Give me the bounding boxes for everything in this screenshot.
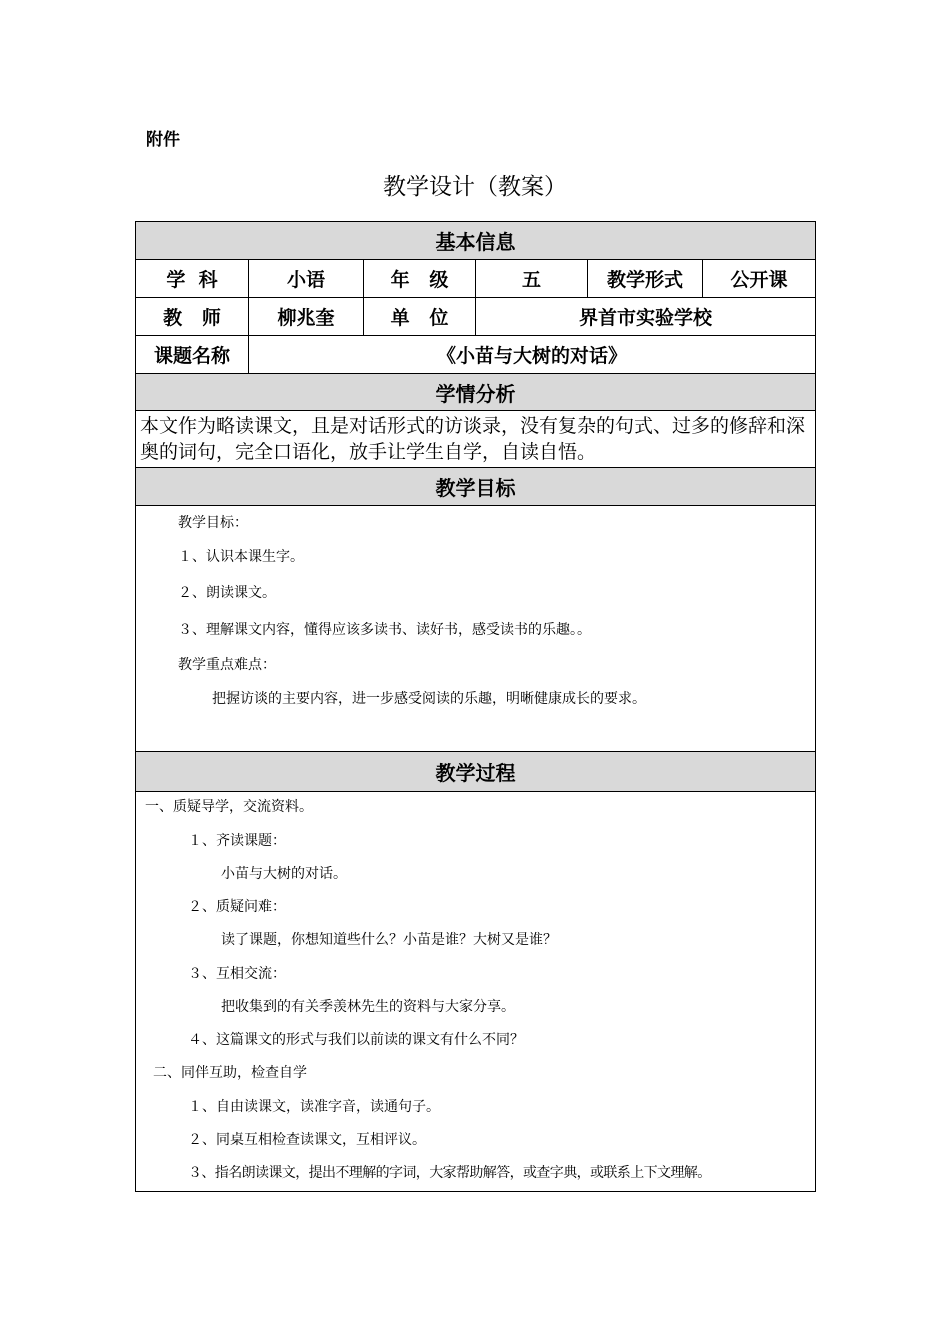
- process-header-row: [136, 752, 816, 792]
- process-line: 把收集到的有关季羡林先生的资料与大家分享。: [221, 999, 515, 1015]
- process-line: ４、这篇课文的形式与我们以前读的课文有什么不同？: [188, 1032, 524, 1048]
- topic-label: 课题名称: [136, 336, 249, 374]
- topic-row: [136, 336, 816, 374]
- unit-label: 单 位: [364, 298, 476, 336]
- analysis-header-row: [136, 374, 816, 411]
- process-line: ２、质疑问难：: [188, 899, 286, 915]
- attachment-label: 附件: [146, 130, 180, 150]
- form-label: 教学形式: [588, 260, 703, 298]
- analysis-text: 本文作为略读课文，且是对话形式的访谈录，没有复杂的句式、过多的修辞和深奥的词句，完全口语化，放手让学生自学，自读自悟。: [136, 411, 816, 468]
- process-line: ３、指名朗读课文，提出不理解的字词，大家帮助解答，或查字典，或联系上下文理解。: [188, 1165, 711, 1181]
- subject-value: 小语: [249, 260, 364, 298]
- objectives-line: 教学重点难点：: [178, 657, 276, 673]
- analysis-row: [136, 411, 816, 468]
- lesson-plan-table: [135, 221, 816, 1192]
- process-line: １、自由读课文，读准字音，读通句子。: [188, 1099, 440, 1115]
- objectives-line: ２、朗读课文。: [178, 585, 276, 601]
- objectives-body: [136, 506, 816, 752]
- objectives-header-row: [136, 468, 816, 506]
- process-header: 教学过程: [136, 752, 816, 792]
- teacher-value: 柳兆奎: [249, 298, 364, 336]
- process-line: 一、质疑导学，交流资料。: [145, 799, 313, 815]
- objectives-line: ３、理解课文内容，懂得应该多读书、读好书，感受读书的乐趣。。: [178, 622, 591, 638]
- basic-info-header: 基本信息: [136, 222, 816, 260]
- basic-info-header-row: [136, 222, 816, 260]
- objectives-header: 教学目标: [136, 468, 816, 506]
- grade-label: 年 级: [364, 260, 476, 298]
- subject-row: [136, 260, 816, 298]
- objectives-row: [136, 506, 816, 752]
- teacher-row: [136, 298, 816, 336]
- process-line: 二、同伴互助，检查自学: [153, 1065, 307, 1081]
- process-body: [136, 792, 816, 1192]
- process-row: [136, 792, 816, 1192]
- document-title: 教学设计（教案）: [383, 174, 567, 200]
- process-line: ２、同桌互相检查读课文，互相评议。: [188, 1132, 426, 1148]
- objectives-line: 教学目标：: [178, 515, 248, 531]
- teacher-label: 教 师: [136, 298, 249, 336]
- topic-value: 《小苗与大树的对话》: [249, 336, 816, 374]
- analysis-header: 学情分析: [136, 374, 816, 411]
- grade-value: 五: [476, 260, 588, 298]
- process-line: ３、互相交流：: [188, 966, 286, 982]
- form-value: 公开课: [703, 260, 816, 298]
- process-line: 小苗与大树的对话。: [221, 866, 347, 882]
- unit-value: 界首市实验学校: [476, 298, 816, 336]
- subject-label: 学 科: [136, 260, 249, 298]
- objectives-line: １、认识本课生字。: [178, 549, 304, 565]
- objectives-line: 把握访谈的主要内容，进一步感受阅读的乐趣，明晰健康成长的要求。: [212, 691, 646, 707]
- process-line: 读了课题，你想知道些什么？小苗是谁？大树又是谁？: [221, 932, 557, 948]
- process-line: １、齐读课题：: [188, 833, 286, 849]
